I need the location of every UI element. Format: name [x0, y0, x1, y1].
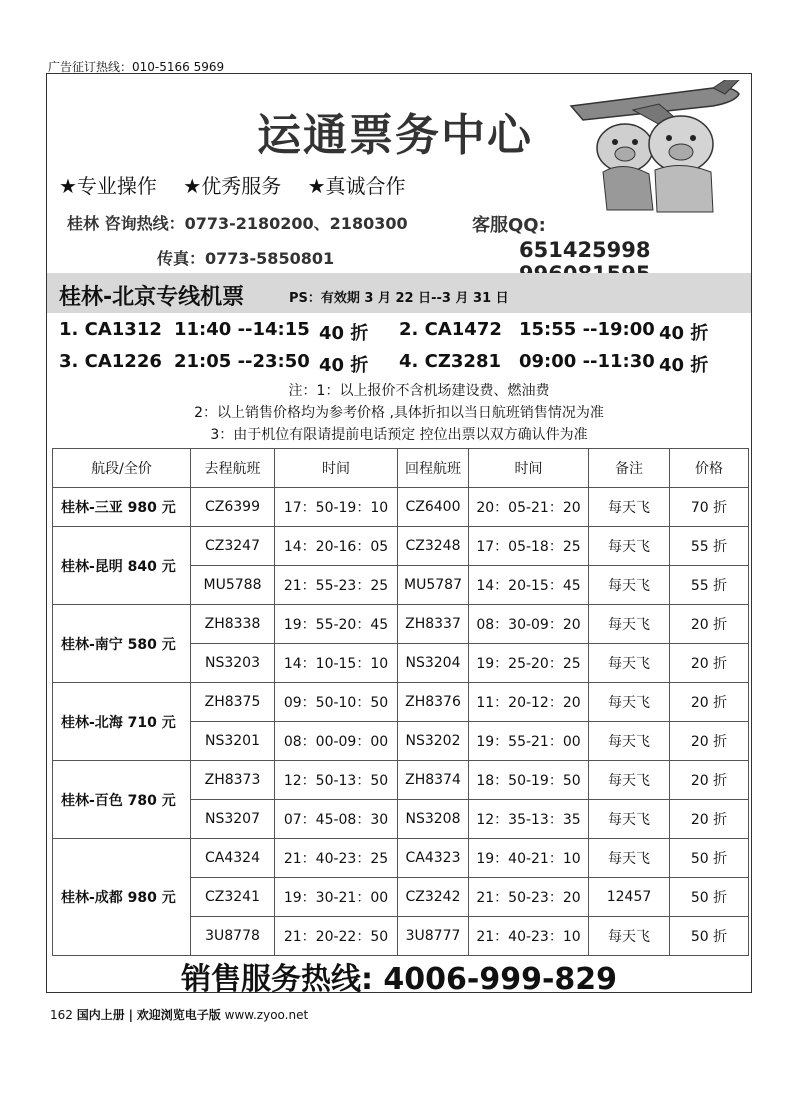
price-cell: 55 折 — [670, 527, 749, 566]
flight-no: 3. CA1226 — [59, 351, 162, 372]
outbound-time-cell: 14：10-15：10 — [275, 644, 398, 683]
remark-cell: 每天飞 — [589, 761, 670, 800]
price-cell: 20 折 — [670, 605, 749, 644]
ad-header — [47, 74, 751, 272]
flight-no: 1. CA1312 — [59, 319, 162, 340]
outbound-time-cell: 08：00-09：00 — [275, 722, 398, 761]
pig-mascot-icon — [597, 116, 713, 212]
table-row — [53, 488, 749, 527]
flight-discount: 40 折 — [319, 355, 369, 376]
flight-time: 15:55 --19:00 — [519, 319, 655, 340]
outbound-time-cell: 09：50-10：50 — [275, 683, 398, 722]
price-cell: 20 折 — [670, 761, 749, 800]
col-header: 时间 — [469, 449, 589, 488]
return-time-cell: 20：05-21：20 — [469, 488, 589, 527]
price-cell: 70 折 — [670, 488, 749, 527]
outbound-time-cell: 14：20-16：05 — [275, 527, 398, 566]
price-cell: 20 折 — [670, 800, 749, 839]
outbound-time-cell: 12：50-13：50 — [275, 761, 398, 800]
slogan: ★优秀服务 — [183, 174, 282, 198]
consult-hotline: 桂林 咨询热线：0773-2180200、2180300 — [67, 214, 408, 233]
outbound-time-cell: 21：55-23：25 — [275, 566, 398, 605]
outbound-flight-cell: ZH8338 — [191, 605, 275, 644]
ad-hotline: 广告征订热线：010-5166 5969 — [48, 60, 225, 74]
return-flight-cell: CZ3248 — [398, 527, 469, 566]
flight-time: 11:40 --14:15 — [174, 319, 310, 340]
return-flight-cell: ZH8374 — [398, 761, 469, 800]
footer-invite: 欢迎浏览电子版 — [136, 1008, 221, 1022]
remark-cell: 每天飞 — [589, 800, 670, 839]
remark-cell: 每天飞 — [589, 527, 670, 566]
return-flight-cell: CZ6400 — [398, 488, 469, 527]
beijing-banner — [47, 273, 751, 313]
return-flight-cell: CA4323 — [398, 839, 469, 878]
outbound-flight-cell: NS3201 — [191, 722, 275, 761]
route-cell: 桂林-昆明 840 元 — [53, 527, 191, 605]
remark-cell: 每天飞 — [589, 839, 670, 878]
outbound-time-cell: 19：55-20：45 — [275, 605, 398, 644]
return-flight-cell: ZH8376 — [398, 683, 469, 722]
flight-discount: 40 折 — [659, 323, 709, 344]
route-cell: 桂林-北海 710 元 — [53, 683, 191, 761]
outbound-flight-cell: NS3203 — [191, 644, 275, 683]
remark-cell: 每天飞 — [589, 683, 670, 722]
outbound-flight-cell: CA4324 — [191, 839, 275, 878]
remark-cell: 每天飞 — [589, 644, 670, 683]
flight-row — [59, 351, 749, 383]
price-cell: 50 折 — [670, 878, 749, 917]
return-time-cell: 21：40-23：10 — [469, 917, 589, 956]
remark-cell: 12457 — [589, 878, 670, 917]
col-header: 时间 — [275, 449, 398, 488]
footer-url: www.zyoo.net — [224, 1008, 309, 1022]
table-row — [53, 683, 749, 722]
price-cell: 50 折 — [670, 917, 749, 956]
return-time-cell: 21：50-23：20 — [469, 878, 589, 917]
col-header: 去程航班 — [191, 449, 275, 488]
return-flight-cell: NS3208 — [398, 800, 469, 839]
banner-ps: PS：有效期 3 月 22 日--3 月 31 日 — [289, 291, 509, 306]
outbound-flight-cell: 3U8778 — [191, 917, 275, 956]
col-header: 价格 — [670, 449, 749, 488]
slogans — [59, 170, 426, 199]
return-flight-cell: CZ3242 — [398, 878, 469, 917]
return-time-cell: 19：40-21：10 — [469, 839, 589, 878]
mascot-plane-illustration — [563, 80, 745, 216]
outbound-flight-cell: ZH8375 — [191, 683, 275, 722]
price-cell: 20 折 — [670, 722, 749, 761]
table-row — [53, 839, 749, 878]
price-cell: 20 折 — [670, 644, 749, 683]
table-row — [53, 605, 749, 644]
remark-cell: 每天飞 — [589, 917, 670, 956]
remark-cell: 每天飞 — [589, 722, 670, 761]
outbound-flight-cell: MU5788 — [191, 566, 275, 605]
section-name: 国内上册 — [76, 1008, 125, 1022]
qq-number: 651425998 — [519, 238, 651, 262]
flight-no: 2. CA1472 — [399, 319, 502, 340]
agency-title: 运通票务中心 — [257, 110, 533, 161]
return-flight-cell: ZH8337 — [398, 605, 469, 644]
route-cell: 桂林-南宁 580 元 — [53, 605, 191, 683]
remark-cell: 每天飞 — [589, 605, 670, 644]
flight-no: 4. CZ3281 — [399, 351, 501, 372]
table-header-row — [53, 449, 749, 488]
sales-hotline: 销售服务热线: 4006-999-829 — [180, 962, 618, 997]
col-header: 航段/全价 — [53, 449, 191, 488]
table-row — [53, 527, 749, 566]
note-2: 2：以上销售价格均为参考价格 ,具体折扣以当日航班销售情况为准 — [194, 405, 604, 421]
col-header: 备注 — [589, 449, 670, 488]
slogan: ★专业操作 — [59, 174, 157, 198]
page-number: 162 — [50, 1008, 73, 1022]
route-cell: 桂林-百色 780 元 — [53, 761, 191, 839]
remark-cell: 每天飞 — [589, 488, 670, 527]
outbound-flight-cell: CZ6399 — [191, 488, 275, 527]
outbound-time-cell: 17：50-19：10 — [275, 488, 398, 527]
route-cell: 桂林-三亚 980 元 — [53, 488, 191, 527]
remark-cell: 每天飞 — [589, 566, 670, 605]
outbound-flight-cell: NS3207 — [191, 800, 275, 839]
return-time-cell: 19：55-21：00 — [469, 722, 589, 761]
qq-label: 客服QQ: — [472, 215, 546, 236]
note-3: 3：由于机位有限请提前电话预定 控位出票以双方确认件为准 — [210, 427, 588, 443]
return-flight-cell: MU5787 — [398, 566, 469, 605]
col-header: 回程航班 — [398, 449, 469, 488]
return-time-cell: 08：30-09：20 — [469, 605, 589, 644]
flight-discount: 40 折 — [659, 355, 709, 376]
page-footer — [50, 1006, 308, 1023]
banner-title: 桂林-北京专线机票 — [59, 285, 245, 310]
airplane-icon — [571, 80, 739, 132]
outbound-flight-cell: CZ3241 — [191, 878, 275, 917]
return-flight-cell: NS3204 — [398, 644, 469, 683]
return-time-cell: 18：50-19：50 — [469, 761, 589, 800]
route-cell: 桂林-成都 980 元 — [53, 839, 191, 956]
outbound-flight-cell: ZH8373 — [191, 761, 275, 800]
return-flight-cell: NS3202 — [398, 722, 469, 761]
flight-time: 21:05 --23:50 — [174, 351, 310, 372]
table-row — [53, 761, 749, 800]
return-time-cell: 17：05-18：25 — [469, 527, 589, 566]
note-1: 注：1：以上报价不含机场建设费、燃油费 — [288, 383, 550, 399]
outbound-time-cell: 21：40-23：25 — [275, 839, 398, 878]
outbound-time-cell: 21：20-22：50 — [275, 917, 398, 956]
return-time-cell: 12：35-13：35 — [469, 800, 589, 839]
price-cell: 55 折 — [670, 566, 749, 605]
flight-discount: 40 折 — [319, 323, 369, 344]
return-time-cell: 19：25-20：25 — [469, 644, 589, 683]
ad-frame — [46, 73, 752, 997]
flight-row — [59, 319, 749, 351]
outbound-flight-cell: CZ3247 — [191, 527, 275, 566]
routes-table — [52, 448, 749, 956]
return-flight-cell: 3U8777 — [398, 917, 469, 956]
return-time-cell: 14：20-15：45 — [469, 566, 589, 605]
beijing-flights — [59, 319, 749, 383]
fax-number: 传真：0773-5850801 — [157, 249, 335, 268]
flight-time: 09:00 --11:30 — [519, 351, 655, 372]
price-cell: 20 折 — [670, 683, 749, 722]
footer-separator: | — [128, 1008, 133, 1022]
return-time-cell: 11：20-12：20 — [469, 683, 589, 722]
slogan: ★真诚合作 — [307, 174, 406, 198]
outbound-time-cell: 19：30-21：00 — [275, 878, 398, 917]
outbound-time-cell: 07：45-08：30 — [275, 800, 398, 839]
price-cell: 50 折 — [670, 839, 749, 878]
